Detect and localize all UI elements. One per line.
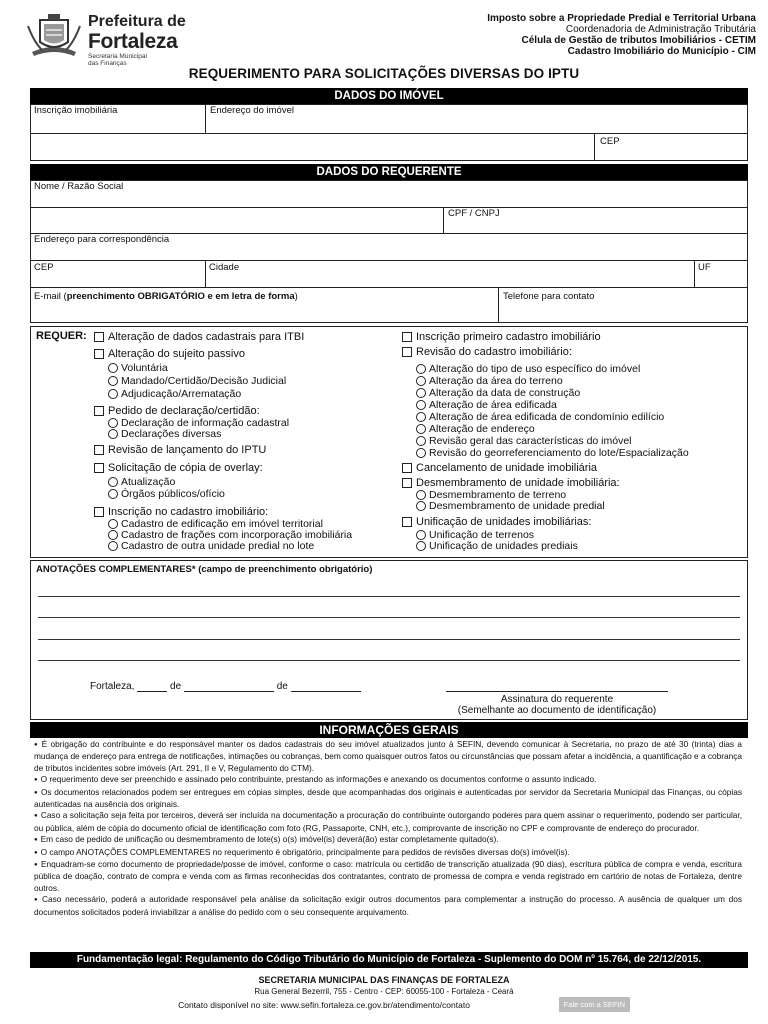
- endereco-correspondencia-label: Endereço para correspondência: [34, 234, 170, 245]
- date-line: Fortaleza, de de: [90, 681, 361, 692]
- nome-razao-social-field[interactable]: [30, 180, 748, 208]
- opt-mandado[interactable]: Mandado/Certidão/Decisão Judicial: [108, 375, 286, 387]
- anotacoes-line[interactable]: [38, 617, 740, 618]
- opt-cad-edificacao[interactable]: Cadastro de edificação em imóvel territorial: [108, 518, 323, 530]
- opt-orgaos[interactable]: Órgãos públicos/ofício: [108, 488, 225, 500]
- opt-cad-fracoes[interactable]: Cadastro de frações com incorporação imobiliária: [108, 529, 352, 541]
- opt-revisao-georref[interactable]: Revisão do georreferenciamento do lote/Espacialização: [416, 447, 689, 459]
- opt-alteracao-itbi[interactable]: Alteração de dados cadastrais para ITBI: [94, 331, 304, 343]
- radio-icon[interactable]: [416, 541, 426, 551]
- opt-revisao-lancamento[interactable]: Revisão de lançamento do IPTU: [94, 444, 266, 456]
- radio-icon[interactable]: [416, 388, 426, 398]
- radio-icon[interactable]: [108, 477, 118, 487]
- opt-cad-outra[interactable]: Cadastro de outra unidade predial no lote: [108, 540, 314, 552]
- radio-icon[interactable]: [416, 490, 426, 500]
- radio-icon[interactable]: [108, 489, 118, 499]
- checkbox-icon[interactable]: [402, 463, 412, 473]
- nome-razao-social-cont-field[interactable]: [30, 207, 444, 234]
- org-block: [487, 13, 756, 57]
- requer-label: REQUER:: [36, 330, 87, 342]
- informacoes-list: [34, 739, 742, 918]
- nome-razao-social-label: Nome / Razão Social: [34, 181, 124, 192]
- form-title: REQUERIMENTO PARA SOLICITAÇÕES DIVERSAS DO IPTU: [188, 66, 580, 81]
- opt-cancelamento[interactable]: Cancelamento de unidade imobiliária: [402, 462, 597, 474]
- opt-inscricao-primeiro[interactable]: Inscrição primeiro cadastro imobiliário: [402, 331, 601, 343]
- inscricao-imobiliaria-label: Inscrição imobiliária: [34, 105, 118, 116]
- org-line2: Coordenadoria de Administração Tributária: [565, 24, 756, 35]
- opt-alt-data-construcao[interactable]: Alteração da data de construção: [416, 387, 580, 399]
- anotacoes-line[interactable]: [38, 596, 740, 597]
- info-item: ● O requerimento deve ser preenchido e assinado pelo contribuinte, prestando as informações e anexando os documentos conforme o assunto indicado.: [34, 774, 742, 786]
- cidade-field[interactable]: [205, 260, 695, 288]
- telefone-label: Telefone para contato: [503, 291, 595, 302]
- section-dados-imovel: DADOS DO IMÓVEL: [30, 88, 748, 104]
- radio-icon[interactable]: [416, 501, 426, 511]
- checkbox-icon[interactable]: [94, 349, 104, 359]
- info-item: ● Os documentos relacionados podem ser entregues em cópias simples, desde que acompanhadas dos originais e autenticadas por servidor da Secretaria Municipal das Finanças, ou cópias autenticadas na ausência dos originais.: [34, 787, 742, 811]
- opt-declaracao-info[interactable]: Declaração de informação cadastral: [108, 417, 289, 429]
- cep-requerente-label: CEP: [34, 262, 54, 273]
- anotacoes-title: ANOTAÇÕES COMPLEMENTARES* (campo de preenchimento obrigatório): [36, 564, 373, 575]
- footer-contact[interactable]: Contato disponível no site: www.sefin.fortaleza.ce.gov.br/atendimento/contato: [178, 1000, 470, 1010]
- signature-line[interactable]: [446, 691, 668, 692]
- org-line4: Cadastro Imobiliário do Município - CIM: [567, 46, 756, 57]
- opt-adjudicacao[interactable]: Adjudicação/Arrematação: [108, 388, 241, 400]
- opt-desmembramento[interactable]: Desmembramento de unidade imobiliária:: [402, 477, 620, 489]
- opt-alt-endereco[interactable]: Alteração de endereço: [416, 423, 535, 435]
- radio-icon[interactable]: [108, 530, 118, 540]
- opt-voluntaria[interactable]: Voluntária: [108, 362, 168, 374]
- radio-icon[interactable]: [416, 364, 426, 374]
- info-item: ● É obrigação do contribuinte e do responsável manter os dados cadastrais do seu imóvel atualizados junto à SEFIN, devendo comunicar à Secretaria, no prazo de até 30 (trinta) dias a mudança de endereço para entrega de notificações, intimações ou cobranças, bem como quaisquer outros fatos ou circunstâncias que possam afetar a incidência, a quantificação e a cobrança de tributos incidentes sobre imóveis (Art. 291, II e V, Regulamento do CTM).: [34, 739, 742, 774]
- opt-alt-area-condominio[interactable]: Alteração de área edificada de condomínio edilício: [416, 411, 664, 423]
- radio-icon[interactable]: [416, 412, 426, 422]
- checkbox-icon[interactable]: [94, 507, 104, 517]
- legal-basis-bar: Fundamentação legal: Regulamento do Código Tributário do Município de Fortaleza - Suplemento do DOM nº 15.764, de 22/12/2015.: [30, 952, 748, 968]
- footer-secretaria: SECRETARIA MUNICIPAL DAS FINANÇAS DE FORTALEZA: [258, 975, 510, 985]
- radio-icon[interactable]: [416, 400, 426, 410]
- radio-icon[interactable]: [108, 389, 118, 399]
- section-informacoes-gerais: INFORMAÇÕES GERAIS: [30, 722, 748, 738]
- opt-copia-overlay[interactable]: Solicitação de cópia de overlay:: [94, 462, 263, 474]
- radio-icon[interactable]: [416, 448, 426, 458]
- info-item: ● Enquadram-se como documento de propriedade/posse de imóvel, conforme o caso: matrícula ou certidão de transcrição atualizada (90 dias), escritura pública de compra e venda, escritura pública de doação, contrato de compra e venda com as firmas reconhecidas dos contratantes, contrato de promessa de compra e venda registrado em cartório de notas de Fortaleza, dentre outros.: [34, 859, 742, 894]
- checkbox-icon[interactable]: [402, 347, 412, 357]
- opt-inscricao-cadastro[interactable]: Inscrição no cadastro imobiliário:: [94, 506, 268, 518]
- endereco-imovel-label: Endereço do imóvel: [210, 105, 294, 116]
- fortaleza-coat-of-arms-logo: [24, 12, 84, 60]
- signature-label: Assinatura do requerente: [500, 694, 614, 705]
- brand-line1: Prefeitura de: [88, 13, 186, 30]
- section-dados-requerente: DADOS DO REQUERENTE: [30, 164, 748, 180]
- checkbox-icon[interactable]: [402, 332, 412, 342]
- day-blank[interactable]: [137, 682, 167, 692]
- brand-line2: Fortaleza: [88, 30, 178, 53]
- opt-desm-terreno[interactable]: Desmembramento de terreno: [416, 489, 566, 501]
- checkbox-icon[interactable]: [94, 332, 104, 342]
- opt-unif-terrenos[interactable]: Unificação de terrenos: [416, 529, 534, 541]
- opt-revisao-cadastro[interactable]: Revisão do cadastro imobiliário:: [402, 346, 572, 358]
- year-blank[interactable]: [291, 682, 361, 692]
- checkbox-icon[interactable]: [94, 463, 104, 473]
- brand-line4: das Finanças: [88, 60, 127, 67]
- opt-unif-prediais[interactable]: Unificação de unidades prediais: [416, 540, 578, 552]
- info-item: ● Caso necessário, poderá a autoridade responsável pela análise da solicitação exigir outros documentos para complementar a instrução do processo. A ausência de qualquer um dos documentos solicitados poderá inviabilizar a análise do pedido com o seu consequente arquivamento.: [34, 894, 742, 918]
- brand-line3: Secretaria Municipal: [88, 53, 147, 60]
- checkbox-icon[interactable]: [402, 517, 412, 527]
- anotacoes-line[interactable]: [38, 660, 740, 661]
- radio-icon[interactable]: [416, 376, 426, 386]
- radio-icon[interactable]: [416, 436, 426, 446]
- opt-atualizacao[interactable]: Atualização: [108, 476, 175, 488]
- info-item: ● O campo ANOTAÇÕES COMPLEMENTARES no requerimento é obrigatório, principalmente para pedidos de revisões diversas do(s) imóvel(is).: [34, 847, 742, 859]
- org-line3: Célula de Gestão de tributos Imobiliários - CETIM: [521, 35, 756, 46]
- radio-icon[interactable]: [108, 429, 118, 439]
- info-item: ● Em caso de pedido de unificação ou desmembramento de lote(s) o(s) imóvel(is) deverá(ão) estar completamente quitado(s).: [34, 834, 742, 846]
- opt-alteracao-sujeito[interactable]: Alteração do sujeito passivo: [94, 348, 245, 360]
- opt-revisao-geral[interactable]: Revisão geral das características do imóvel: [416, 435, 632, 447]
- info-item: ● Caso a solicitação seja feita por terceiros, deverá ser incluída na documentação a procuração do contribuinte outorgando poderes para quem assinar o requerimento, podendo ser particular, ou pública, além de cópia do documento oficial de identificação com foto (RG, Passaporte, CNH, etc.), comprovante de inscrição no CPF e comprovante de endereço do procurador.: [34, 810, 742, 834]
- footer-address: Rua General Bezerril, 755 - Centro - CEP: 60055-100 - Fortaleza - Ceará: [254, 987, 514, 996]
- radio-icon[interactable]: [108, 519, 118, 529]
- radio-icon[interactable]: [108, 363, 118, 373]
- cpf-cnpj-label: CPF / CNPJ: [448, 208, 500, 219]
- uf-label: UF: [698, 262, 711, 273]
- page-header: [0, 0, 768, 88]
- radio-icon[interactable]: [416, 424, 426, 434]
- endereco-imovel-cont-field[interactable]: [30, 133, 595, 161]
- opt-pedido-declaracao[interactable]: Pedido de declaração/certidão:: [94, 405, 260, 417]
- org-line1: Imposto sobre a Propriedade Predial e Territorial Urbana: [487, 13, 756, 24]
- radio-icon[interactable]: [416, 530, 426, 540]
- checkbox-icon[interactable]: [94, 445, 104, 455]
- opt-desm-predial[interactable]: Desmembramento de unidade predial: [416, 500, 605, 512]
- radio-icon[interactable]: [108, 418, 118, 428]
- email-label: E-mail (preenchimento OBRIGATÓRIO e em letra de forma): [34, 291, 298, 302]
- checkbox-icon[interactable]: [94, 406, 104, 416]
- opt-alt-tipo-uso[interactable]: Alteração do tipo de uso específico do imóvel: [416, 363, 640, 375]
- cep-imovel-label: CEP: [600, 136, 620, 147]
- radio-icon[interactable]: [108, 541, 118, 551]
- fale-com-sefin-button[interactable]: Fale com a SEFIN: [559, 997, 630, 1012]
- anotacoes-line[interactable]: [38, 639, 740, 640]
- opt-alt-area-edificada[interactable]: Alteração de área edificada: [416, 399, 557, 411]
- opt-alt-area-terreno[interactable]: Alteração da área do terreno: [416, 375, 563, 387]
- radio-icon[interactable]: [108, 376, 118, 386]
- signature-sublabel: (Semelhante ao documento de identificação): [457, 705, 657, 716]
- checkbox-icon[interactable]: [402, 478, 412, 488]
- opt-unificacao[interactable]: Unificação de unidades imobiliárias:: [402, 516, 591, 528]
- opt-declaracoes-diversas[interactable]: Declarações diversas: [108, 428, 221, 440]
- cep-requerente-field[interactable]: [30, 260, 206, 288]
- brand-block: [88, 13, 186, 67]
- cidade-label: Cidade: [209, 262, 240, 273]
- month-blank[interactable]: [184, 682, 274, 692]
